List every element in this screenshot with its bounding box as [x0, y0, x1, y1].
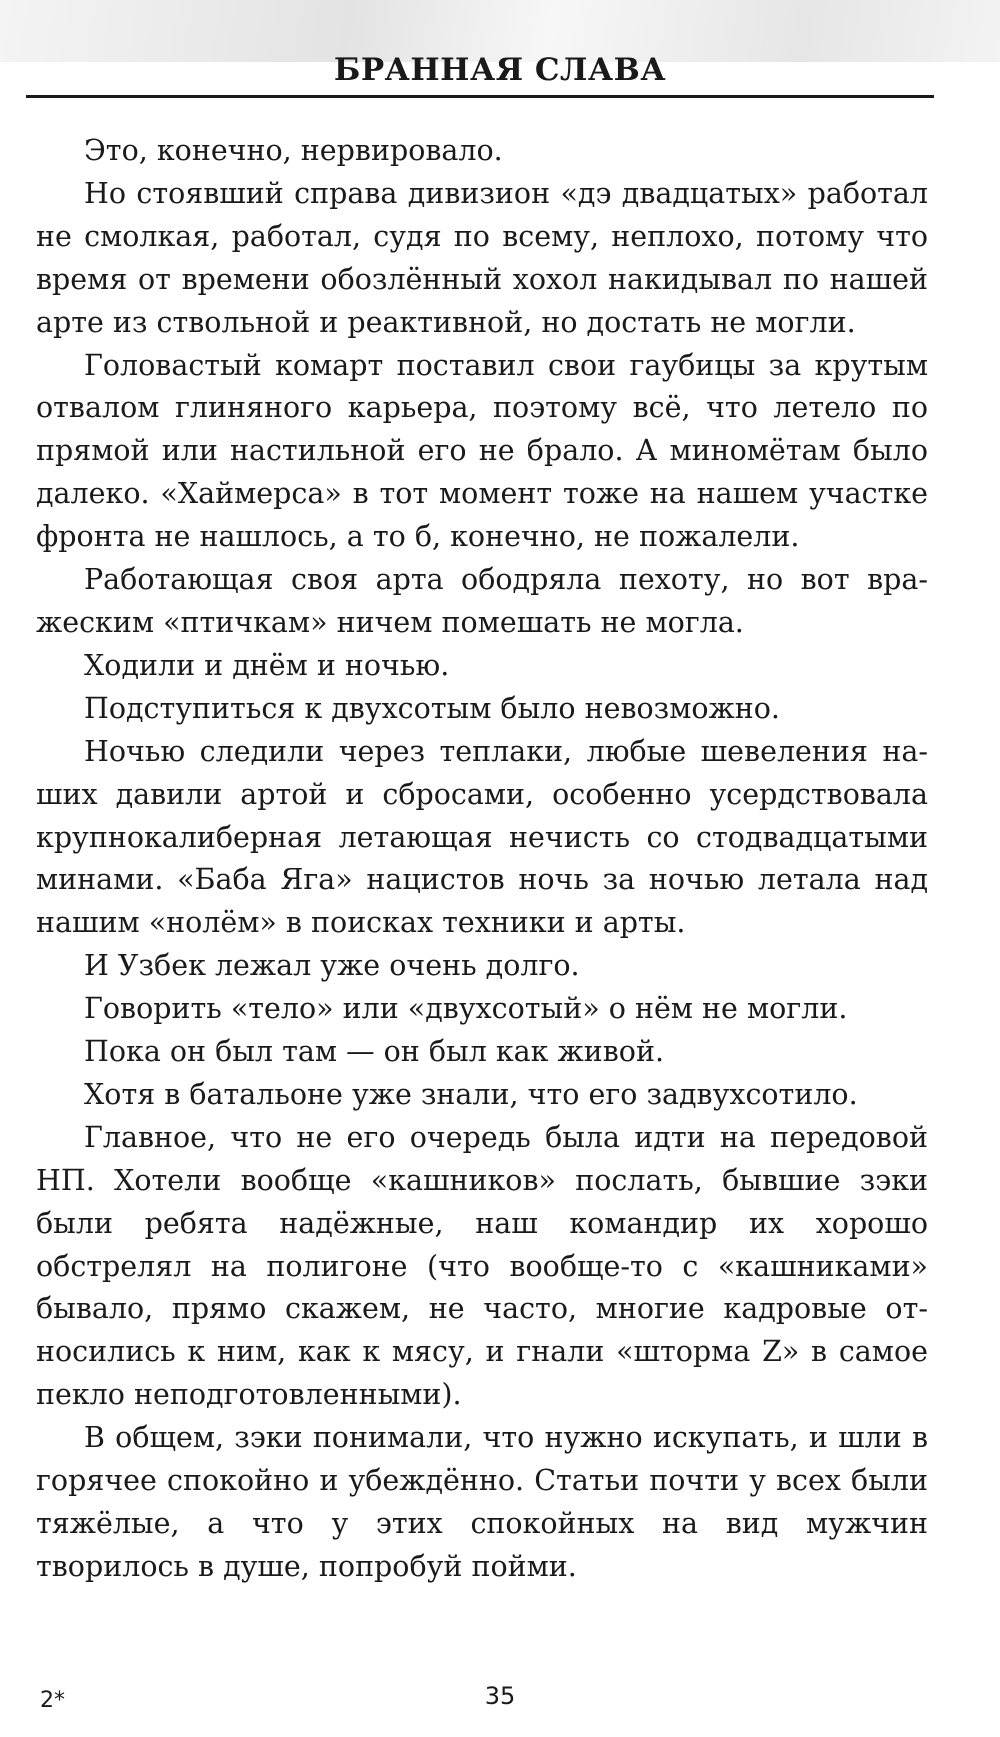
paragraph: Подступиться к двухсотым было невозможно.	[84, 691, 780, 725]
running-title: БРАННАЯ СЛАВА	[333, 52, 667, 88]
paragraph: Главное, что не его очередь была идти на передовой НП. Хотели вообще «кашников» послать, бывшие зэки были ребята надёжные, наш командир их хорошо обстрелял на полигоне (что вообще-то с «кашниками» бывало, прямо скажем, не часто, многие кадровые относились к ним, как к мясу, и гнали «шторма Z» в самое пекло неподготовленными).	[36, 1120, 928, 1412]
page-number: 35	[484, 1682, 516, 1710]
paragraph: Это, конечно, нервировало.	[84, 134, 503, 167]
paragraph: Работающая своя арта ободряла пехоту, но вот вражеским «птичкам» ничем помешать не могла.	[36, 563, 928, 639]
header-divider	[26, 95, 934, 98]
paragraph: Головастый комарт поставил свои гаубицы за крутым отвалом глиняного карьера, поэтому всё, что летело по прямой или настильной его не брало. А миномётам было далеко. «Хаймерса» в тот момент тоже на нашем участке фронта не нашлось, а то б, конечно, не пожалели.	[36, 348, 928, 554]
paragraph: Но стоявший справа дивизион «дэ двадцатых» работал не смолкая, работал, судя по всему, неплохо, потому что время от времени обозлённый хохол накидывал по нашей арте из ствольной и реактивной, но достать не могли.	[36, 176, 928, 339]
signature-mark: 2*	[40, 1688, 65, 1713]
paragraph: Хотя в батальоне уже знали, что его задвухсотило.	[84, 1077, 858, 1111]
page-body-text	[36, 130, 928, 1589]
paragraph: Говорить «тело» или «двухсотый» о нём не могли.	[84, 992, 848, 1026]
paragraph: Пока он был там — он был как живой.	[84, 1035, 665, 1069]
paragraph: Ходили и днём и ночью.	[84, 648, 450, 682]
paragraph: И Узбек лежал уже очень долго.	[84, 949, 580, 983]
paragraph: Ночью следили через теплаки, любые шевеления наших давили артой и сбросами, особенно усердствовала крупнокалиберная летающая нечисть со стодвадцатыми минами. «Баба Яга» нацистов ночь за ночью летала над нашим «нолём» в поисках техники и арты.	[36, 734, 928, 940]
paragraph: В общем, зэки понимали, что нужно искупать, и шли в горячее спокойно и убеждённо. Статьи почти у всех были тяжёлые, а что у этих спокойных на вид мужчин творилось в душе, попробуй пойми.	[36, 1421, 928, 1583]
